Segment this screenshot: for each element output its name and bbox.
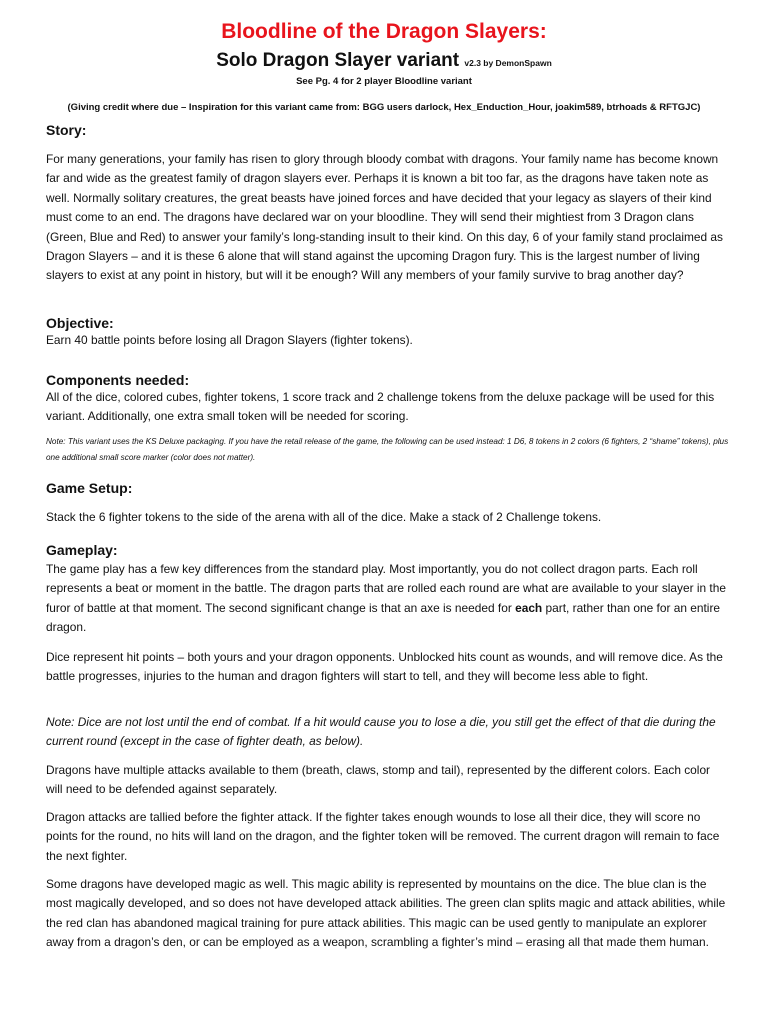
gameplay-paragraph-2: Dice represent hit points – both yours and your dragon opponents. Unblocked hits count as wounds, and will remove dice. As the battle progresses, injuries to the human and dragon fighters will start to tell, and they will become less able to fight.: [46, 650, 723, 684]
subtitle-text: Solo Dragon Slayer variant: [216, 50, 460, 71]
gameplay-paragraph-4: Dragons have multiple attacks available to them (breath, claws, stomp and tail), represented by the different colors. Each color will need to be defended against separately.: [46, 763, 711, 797]
objective-text: Earn 40 battle points before losing all Dragon Slayers (fighter tokens).: [46, 333, 413, 347]
credit-line: (Giving credit where due – Inspiration for this variant came from: BGG users darlock, Hex_Enduction_Hour, joakim589, btrhoads & RFTGJC): [67, 102, 701, 113]
story-heading: Story:: [46, 122, 87, 138]
gameplay-p1-after: part, rather than one for an entire dragon.: [46, 600, 721, 635]
components-text: All of the dice, colored cubes, fighter tokens, 1 score track and 2 challenge tokens from the deluxe package will be used for this variant. Additionally, one extra small token will be needed for scoring.: [46, 390, 715, 424]
story-text: For many generations, your family has risen to glory through bloody combat with dragons. Your family name has become known far and wide as the greatest family of dragon slayers ever. Perhaps it is known a bit too far, as the dragons have taken note as well. Normally solitary creatures, the great beasts have joined forces and have decided that your legacy as slayers of their kind must come to an end. The dragons have declared war on your bloodline. They will send their mightiest from 3 Dragon clans (Green, Blue and Red) to answer your family’s long-standing insult to their kind. On this day, 6 of your family stand proclaimed as Dragon Slayers – and it is these 6 alone that will stand against the upcoming Dragon fury. This is the largest number of living slayers to exist at any point in history, but will it be enough? Will any members of your family survive to brag another day?: [46, 152, 723, 283]
document-subtitle: [0, 48, 768, 76]
gameplay-note: Note: Dice are not lost until the end of combat. If a hit would cause you to lose a die, you still get the effect of that die during the current round (except in the case of fighter death, as below).: [46, 715, 716, 749]
gameplay-paragraph-1: [46, 560, 726, 638]
gameplay-p1-before: The game play has a few key differences from the standard play. Most importantly, you do not collect dragon parts. Each roll represents a beat or moment in the battle. The dragon parts that are rolled each round are what are available to your slayer in the furor of battle at that moment. The second significant change is that an axe is needed for: [46, 562, 726, 615]
gameplay-paragraph-6: Some dragons have developed magic as well. This magic ability is represented by mountains on the dice. The blue clan is the most magically developed, and so does not have developed attack abilities. The green clan splits magic and attack abilities, while the red clan has abandoned magical training for pure attack abilities. This magic can be used gently to manipulate an explorer away from a dragon’s den, or can be employed as a weapon, scrambling a fighter’s mind – erasing all that made them human.: [46, 877, 726, 950]
gameplay-heading: Gameplay:: [46, 542, 118, 558]
gameplay-p1-bold: each: [515, 600, 543, 615]
document-title: Bloodline of the Dragon Slayers:: [221, 20, 547, 43]
version-label: v2.3 by DemonSpawn: [464, 58, 552, 68]
setup-heading: Game Setup:: [46, 480, 133, 496]
objective-heading: Objective:: [46, 315, 114, 331]
components-heading: Components needed:: [46, 372, 190, 388]
gameplay-paragraph-5: Dragon attacks are tallied before the fighter attack. If the fighter takes enough wounds to lose all their dice, they will score no points for the round, no hits will land on the dragon, and the fighter token will be removed. The current dragon will remain to face the next fighter.: [46, 810, 720, 863]
components-note: Note: This variant uses the KS Deluxe packaging. If you have the retail release of the game, the following can be used instead: 1 D6, 8 tokens in 2 colors (6 fighters, 2 “shame” tokens), plus one additional small score marker (color does not matter).: [46, 437, 729, 462]
setup-text: Stack the 6 fighter tokens to the side of the arena with all of the dice. Make a stack of 2 Challenge tokens.: [46, 510, 602, 524]
see-page-note: See Pg. 4 for 2 player Bloodline variant: [296, 76, 472, 87]
